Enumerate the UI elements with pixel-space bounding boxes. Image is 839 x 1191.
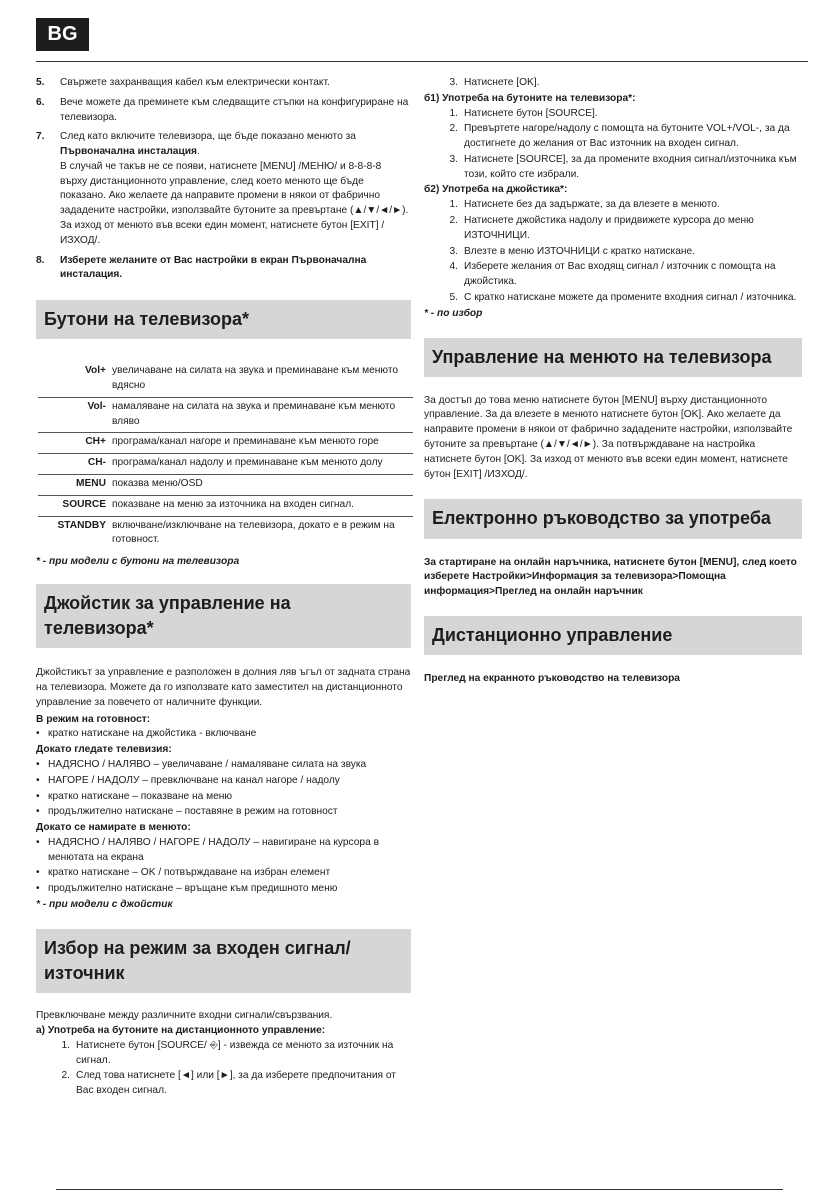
step-text: Вече можете да преминете към следващите стъпки на конфигуриране на телевизора. xyxy=(60,96,409,123)
step-number: 7. xyxy=(36,131,45,143)
step-number: 2. xyxy=(449,215,458,227)
input-a-steps-continued xyxy=(424,76,802,91)
step-text: След това натиснете [◄] или [►], за да изберете предпочитания от Вас входен сигнал. xyxy=(76,1070,396,1097)
remote-text: Преглед на екранното ръководство на телевизора xyxy=(424,673,680,685)
joystick-standby-list xyxy=(36,727,411,742)
footnote-optional: * - по избор xyxy=(424,307,483,319)
section-title-tv-buttons: Бутони на телевизора* xyxy=(36,300,411,339)
step-number: 3. xyxy=(449,77,458,88)
bullet-text: НАДЯСНО / НАЛЯВО – увеличаване / намаляване силата на звука xyxy=(48,759,367,770)
button-key: Vol- xyxy=(38,397,112,433)
input-sub-a-heading: а) Употреба на бутоните на дистанционното управление: xyxy=(36,1024,326,1036)
step-text: Изберете желаните от Вас настройки в екран Първоначална инсталация. xyxy=(60,254,367,281)
table-row xyxy=(38,475,413,496)
bullet-text: кратко натискане – показване на меню xyxy=(48,790,233,802)
list-item xyxy=(36,866,411,881)
step-text: Натиснете бутон [SOURCE/ ⎆] - извежда се менюто за източник на сигнал. xyxy=(76,1039,394,1066)
step-number: 3. xyxy=(449,153,458,165)
table-row xyxy=(38,397,413,433)
bullet-icon: • xyxy=(36,759,40,770)
step-text: Натиснете бутон [SOURCE]. xyxy=(464,107,598,119)
section-title-remote: Дистанционно управление xyxy=(424,616,802,655)
bullet-icon: • xyxy=(36,728,40,740)
button-desc: програма/канал нагоре и преминаване към менюто горе xyxy=(112,433,413,454)
section-title-e-manual: Електронно ръководство за употреба xyxy=(424,499,802,538)
step-text: Свържете захранващия кабел към електрически контакт. xyxy=(60,77,330,88)
section-title-menu-control: Управление на менюто на телевизора xyxy=(424,338,802,377)
bullet-text: НАДЯСНО / НАЛЯВО / НАГОРЕ / НАДОЛУ – навигиране на курсора в менютата на екрана xyxy=(48,836,379,863)
button-key: CH- xyxy=(38,454,112,475)
table-row xyxy=(38,454,413,475)
step-number: 8. xyxy=(36,254,45,266)
step-number: 3. xyxy=(449,245,458,257)
list-item xyxy=(424,214,802,244)
list-item xyxy=(424,291,802,306)
input-intro: Превключване между различните входни сигнали/свързвания. xyxy=(36,1010,333,1022)
step-text-post: . xyxy=(196,146,200,158)
bullet-text: кратко натискане на джойстика - включване xyxy=(48,728,257,740)
list-item xyxy=(424,153,802,183)
list-item xyxy=(36,774,411,789)
step-text-pre: След като включите телевизора, ще бъде показано менюто за xyxy=(60,131,356,143)
bullet-text: НАГОРЕ / НАДОЛУ – превключване на канал нагоре / надолу xyxy=(48,774,340,786)
step-text xyxy=(60,130,411,248)
button-desc: показване на меню за източника на входен сигнал. xyxy=(112,495,413,516)
list-item xyxy=(424,122,802,152)
list-item xyxy=(36,96,411,126)
list-item xyxy=(424,76,802,91)
bullet-icon: • xyxy=(36,790,40,802)
step-number: 5. xyxy=(449,291,458,303)
tv-buttons-table xyxy=(38,362,413,551)
table-row xyxy=(38,495,413,516)
step-text: С кратко натискане можете да промените входния сигнал / източника. xyxy=(464,291,797,303)
footer-divider xyxy=(56,1189,783,1190)
section-title-input-source: Избор на режим за входен сигнал/ източник xyxy=(36,929,411,993)
list-item xyxy=(36,836,411,866)
list-item xyxy=(36,1039,411,1069)
button-desc: програма/канал надолу и преминаване към менюто долу xyxy=(112,454,413,475)
button-key: STANDBY xyxy=(57,519,106,531)
bullet-icon: • xyxy=(36,883,40,895)
button-key: SOURCE xyxy=(38,495,112,516)
table-row xyxy=(38,433,413,454)
step-text: Натиснете [OK]. xyxy=(464,77,540,88)
step-number: 6. xyxy=(36,96,45,108)
joystick-standby-heading: В режим на готовност: xyxy=(36,713,151,725)
joystick-intro: Джойстикът за управление е разположен в долния ляв ъгъл от задната страна на телевизора. Можете да го използвате като заместител на дистанционното управление за повечето от наличните функции. xyxy=(36,667,411,708)
step-text: Натиснете [SOURCE], за да промените входния сигнал/източника към този, който сте избрали. xyxy=(464,153,797,180)
section-title-joystick: Джойстик за управление на телевизора* xyxy=(36,584,411,648)
input-sub-b2-heading: б2) Употреба на джойстика*: xyxy=(424,184,568,196)
list-item xyxy=(424,107,802,122)
button-key: MENU xyxy=(38,475,112,496)
joystick-menu-heading: Докато се намирате в менюто: xyxy=(36,822,191,834)
list-item xyxy=(424,260,802,290)
button-desc: показва меню/OSD xyxy=(112,475,413,496)
left-column xyxy=(36,76,411,1100)
table-row xyxy=(38,516,413,551)
button-desc: увеличаване на силата на звука и преминаване към менюто вдясно xyxy=(112,362,413,397)
footnote-tv-buttons: * - при модели с бутони на телевизора xyxy=(36,556,240,568)
button-desc: намаляване на силата на звука и преминаване към менюто вляво xyxy=(112,397,413,433)
step-text: Натиснете джойстика надолу и придвижете курсора до меню ИЗТОЧНИЦИ. xyxy=(464,215,754,241)
step-number: 2. xyxy=(61,1070,70,1082)
table-row xyxy=(38,362,413,397)
button-key: CH+ xyxy=(38,433,112,454)
list-item xyxy=(36,727,411,742)
list-item xyxy=(36,76,411,91)
bullet-icon: • xyxy=(36,774,40,786)
input-b2-steps xyxy=(424,198,802,305)
bullet-icon: • xyxy=(36,836,40,848)
bullet-text: продължително натискане – поставяне в режим на готовност xyxy=(48,806,338,818)
input-b1-steps xyxy=(424,107,802,183)
joystick-watch-heading: Докато гледате телевизия: xyxy=(36,744,172,756)
menu-control-text: За достъп до това меню натиснете бутон [MENU] върху дистанционното управление. За да влезете в менюто натиснете бутон [OK]. Ако желаете да направите промени в някои от фабрично зададените настройки, използвайте бутоните за превъртане (▲/▼/◄/►). За потвърждаване на настройка натиснете бутон [OK]. За изход от менюто във всеки един момент, натиснете бутон [EXIT] /ИЗХОД/. xyxy=(424,394,793,480)
list-item xyxy=(36,758,411,773)
list-item xyxy=(424,245,802,260)
bullet-icon: • xyxy=(36,867,40,879)
bullet-text: кратко натискане – OK / потвърждаване на избран елемент xyxy=(48,867,331,879)
footnote-joystick: * - при модели с джойстик xyxy=(36,899,173,911)
list-item xyxy=(36,130,411,248)
setup-steps xyxy=(36,76,411,283)
button-desc: включване/изключване на телевизора, докато е в режим на готовност. xyxy=(112,519,395,546)
step-text-bold: Първоначална инсталация xyxy=(60,146,197,158)
step-text: Превъртете нагоре/надолу с помощта на бутоните VOL+/VOL-, за да достигнете до желания от Вас източник на входен сигнал. xyxy=(464,123,790,150)
input-a-steps xyxy=(36,1039,411,1099)
list-item xyxy=(36,254,411,284)
step-number: 1. xyxy=(449,107,458,119)
button-key: Vol+ xyxy=(38,362,112,397)
step-text: Натиснете без да задържате, за да влезете в менюто. xyxy=(464,199,720,211)
step-text: Изберете желания от Вас входящ сигнал / източник с помощта на джойстика. xyxy=(464,261,776,288)
bullet-text: продължително натискане – връщане към предишното меню xyxy=(48,883,338,895)
input-sub-b1-heading: б1) Употреба на бутоните на телевизора*: xyxy=(424,92,636,104)
right-column xyxy=(424,76,802,687)
step-number: 2. xyxy=(449,123,458,135)
e-manual-text: За стартиране на онлайн наръчника, натиснете бутон [MENU], след което изберете Настройки>Информация за телевизора>Помощна информация>Преглед на онлайн наръчник xyxy=(424,556,797,598)
step-number: 5. xyxy=(36,77,45,88)
step-number: 1. xyxy=(449,199,458,211)
step-text: Влезте в меню ИЗТОЧНИЦИ с кратко натискане. xyxy=(464,245,695,257)
bullet-icon: • xyxy=(36,806,40,818)
step-number: 1. xyxy=(61,1039,70,1051)
list-item xyxy=(36,882,411,897)
list-item xyxy=(36,790,411,805)
list-item xyxy=(36,1069,411,1099)
step-number: 4. xyxy=(449,261,458,273)
joystick-menu-list xyxy=(36,836,411,897)
joystick-watch-list xyxy=(36,758,411,820)
list-item xyxy=(424,198,802,213)
language-badge: BG xyxy=(36,18,89,51)
list-item xyxy=(36,805,411,820)
header-divider xyxy=(36,61,808,62)
step-text-extra: В случай че такъв не се появи, натиснете [MENU] /МЕНЮ/ и 8-8-8-8 върху дистанционното управление, след което менюто ще бъде показано. Ако желаете да направите промени в някои от фабрично зададените настройки, използвайте бутоните за превъртане (▲/▼/◄/►). За изход от менюто във всеки един момент, натиснете бутон [EXIT] /ИЗХОД/. xyxy=(60,160,409,246)
